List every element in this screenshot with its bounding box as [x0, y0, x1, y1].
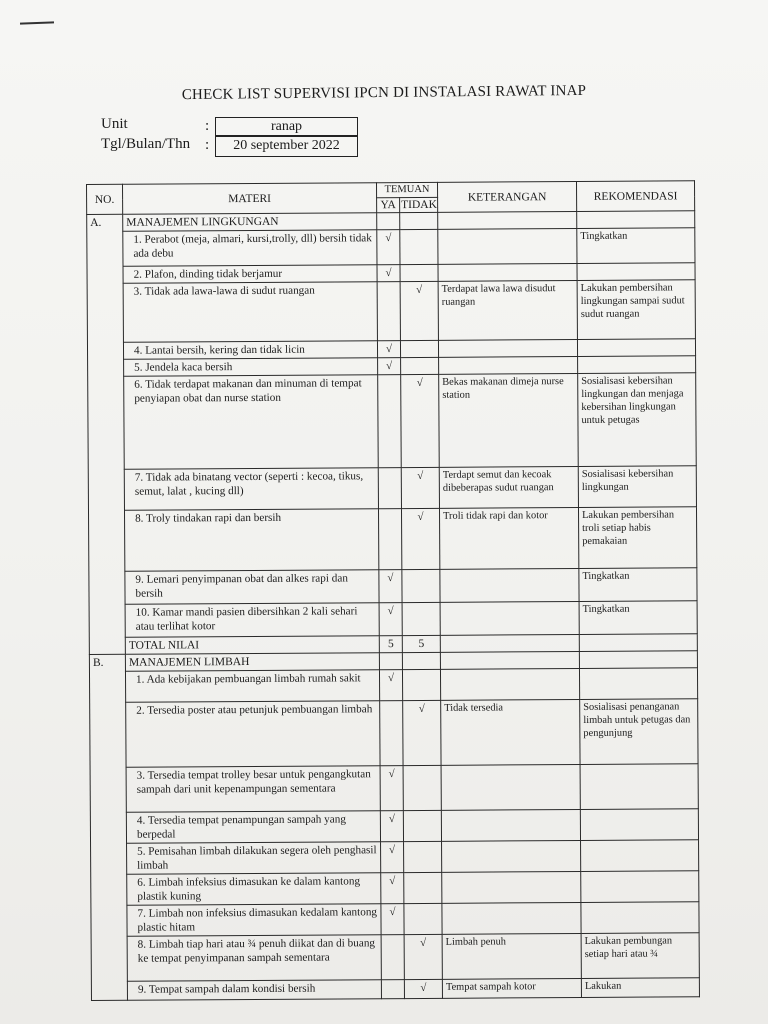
date-colon: : [205, 137, 210, 153]
section-rekomendasi-empty [579, 651, 697, 669]
item-text: 9. Tempat sampah dalam kondisi bersih [127, 980, 381, 1001]
checklist-table [86, 180, 700, 1001]
table-row [88, 466, 696, 511]
item-ya-check: √ [381, 904, 404, 935]
item-keterangan: Tidak tersedia [441, 699, 580, 765]
item-rekomendasi [578, 356, 696, 374]
item-tidak-check: √ [404, 979, 442, 998]
table-row [90, 764, 698, 813]
item-rekomendasi: Lakukan pembungan setiap hari atau ¾ [581, 933, 699, 979]
section-ya-empty [379, 653, 402, 670]
item-tidak-check [403, 810, 441, 841]
section-ya-empty [377, 213, 400, 230]
item-keterangan: Limbah penuh [442, 933, 581, 979]
item-keterangan: Tempat sampah kotor [442, 978, 581, 998]
section-keterangan-empty [438, 212, 577, 230]
item-keterangan: Bekas makanan dimeja nurse station [439, 374, 579, 468]
section-rekomendasi-empty [577, 211, 695, 229]
item-ya-check [381, 935, 404, 980]
total-rekomendasi-empty [579, 634, 697, 652]
item-text: 2. Plafon, dinding tidak berjamur [123, 265, 377, 284]
section-tidak-empty [402, 652, 440, 669]
col-ya-header: YA [377, 198, 400, 213]
col-keterangan-header: KETERANGAN [438, 182, 577, 213]
item-keterangan [442, 871, 581, 903]
item-tidak-check [404, 872, 442, 903]
pen-mark [20, 21, 54, 24]
document-title: CHECK LIST SUPERVISI IPCN DI INSTALASI RAWAT INAP [181, 82, 587, 104]
section-code: A. [87, 214, 126, 654]
table-row [90, 809, 698, 844]
item-keterangan [440, 668, 579, 700]
item-rekomendasi [581, 840, 699, 872]
item-tidak-check [403, 765, 441, 810]
item-text: 7. Limbah non infeksius dimasukan kedalam kantong plastic hitam [127, 904, 381, 937]
item-text: 6. Tidak terdapat makanan dan minuman di tempat penyiapan obat dan nurse station [124, 375, 379, 470]
table-row [89, 568, 697, 605]
item-text: 5. Pemisahan limbah dilakukan segera oleh penghasil limbah [127, 842, 381, 875]
item-ya-check [381, 980, 404, 999]
item-rekomendasi: Sosialisasi kebersihan lingkungan [578, 466, 696, 508]
item-text: 1. Perabot (meja, almari, kursi,trolly, dll) bersih tidak ada debu [123, 230, 377, 267]
item-text: 7. Tidak ada binatang vector (seperti : kecoa, tikus, semut, lalat , kucing dll) [124, 468, 378, 511]
total-ya: 5 [379, 636, 402, 653]
section-title: MANAJEMEN LIMBAH [125, 653, 379, 672]
item-keterangan [439, 357, 578, 375]
item-keterangan [442, 840, 581, 872]
item-keterangan: Terdapt semut dan kecoak dibeberapas sudut ruangan [439, 466, 578, 508]
item-ya-check: √ [377, 265, 400, 282]
table-row [91, 840, 699, 875]
col-rekomendasi-header: REKOMENDASI [577, 181, 695, 212]
table-row [87, 280, 695, 343]
section-title: MANAJEMEN LINGKUNGAN [123, 213, 377, 232]
item-tidak-check: √ [404, 934, 442, 979]
col-temuan-header: TEMUAN [376, 182, 437, 197]
item-ya-check: √ [377, 230, 400, 265]
item-tidak-check [401, 357, 439, 374]
item-rekomendasi [580, 764, 698, 810]
item-keterangan: Terdapat lawa lawa disudut ruangan [438, 281, 577, 341]
item-tidak-check [400, 229, 438, 264]
item-ya-check [378, 375, 402, 468]
item-tidak-check [400, 340, 438, 357]
item-text: 3. Tidak ada lawa-lawa di sudut ruangan [123, 282, 377, 343]
item-rekomendasi [580, 809, 698, 841]
table-body [87, 211, 700, 1001]
table-row [87, 228, 695, 267]
col-materi-header: MATERI [123, 183, 377, 215]
item-tidak-check: √ [401, 467, 439, 508]
total-tidak: 5 [402, 635, 440, 652]
item-keterangan [438, 340, 577, 358]
item-ya-check [378, 509, 401, 570]
item-ya-check: √ [381, 842, 404, 873]
item-ya-check: √ [378, 358, 401, 375]
date-value-box: 20 september 2022 [215, 136, 358, 157]
item-rekomendasi: Sosialisasi penanganan limbah untuk petugas dan pengunjung [580, 699, 698, 765]
item-keterangan [438, 264, 577, 282]
item-tidak-check [404, 841, 442, 872]
item-text: 4. Tersedia tempat penampungan sampah yang berpedal [126, 811, 380, 844]
item-rekomendasi [581, 902, 699, 934]
section-code: B. [89, 654, 127, 1000]
table-row [88, 507, 696, 572]
item-ya-check: √ [377, 341, 400, 358]
item-ya-check: √ [380, 811, 403, 842]
item-rekomendasi: Lakukan [581, 978, 699, 998]
item-tidak-check [402, 669, 440, 700]
item-tidak-check [404, 903, 442, 934]
item-keterangan [441, 764, 580, 810]
item-keterangan [440, 568, 579, 602]
item-keterangan [442, 902, 581, 934]
item-ya-check: √ [379, 603, 402, 636]
table-row [89, 668, 697, 703]
total-label: TOTAL NILAI [125, 636, 379, 655]
item-rekomendasi [579, 668, 697, 700]
item-rekomendasi: Tingkatkan [577, 228, 695, 264]
item-ya-check: √ [379, 570, 402, 603]
table-row [88, 373, 697, 470]
item-text: 6. Limbah infeksius dimasukan ke dalam kantong plastik kuning [127, 873, 381, 906]
item-text: 8. Troly tindakan rapi dan bersih [124, 509, 378, 572]
item-tidak-check: √ [403, 700, 441, 765]
item-rekomendasi: Lakukan pembersihan lingkungan sampai sudut sudut ruangan [577, 280, 695, 340]
unit-colon: : [205, 118, 210, 134]
unit-value-box: ranap [215, 117, 358, 136]
item-text: 10. Kamar mandi pasien dibersihkan 2 kali sehari atau terlihat kotor [125, 603, 379, 638]
item-rekomendasi [581, 871, 699, 903]
table-row [91, 933, 699, 982]
unit-label: Unit [101, 116, 128, 132]
item-ya-check: √ [379, 670, 402, 701]
table-row [90, 699, 698, 768]
item-rekomendasi: Tingkatkan [579, 601, 697, 635]
item-ya-check [377, 282, 400, 341]
date-label: Tgl/Bulan/Thn [101, 136, 191, 152]
table-row [91, 902, 699, 937]
item-tidak-check [402, 569, 440, 602]
section-keterangan-empty [440, 651, 579, 669]
item-ya-check [380, 701, 403, 766]
item-rekomendasi [577, 263, 695, 281]
item-ya-check [378, 468, 401, 509]
item-text: 8. Limbah tiap hari atau ¾ penuh diikat dan di buang ke tempat penyimpanan sampah sementara [127, 935, 381, 982]
item-keterangan [438, 229, 577, 265]
item-text: 2. Tersedia poster atau petunjuk pembuangan limbah [126, 701, 380, 768]
item-rekomendasi: Lakukan pembersihan troli setiap habis pemakaian [579, 507, 697, 569]
item-text: 4. Lantai bersih, kering dan tidak licin [123, 341, 377, 360]
item-keterangan: Troli tidak rapi dan kotor [440, 507, 579, 569]
item-text: 9. Lemari penyimpanan obat dan alkes rapi dan bersih [125, 570, 379, 605]
item-text: 5. Jendela kaca bersih [124, 358, 378, 377]
item-ya-check: √ [381, 873, 404, 904]
item-rekomendasi [577, 339, 695, 357]
item-text: 1. Ada kebijakan pembuangan limbah rumah sakit [125, 670, 379, 703]
item-keterangan [441, 809, 580, 841]
item-tidak-check: √ [400, 281, 438, 340]
item-tidak-check: √ [401, 374, 440, 467]
item-rekomendasi: Tingkatkan [579, 568, 697, 602]
item-tidak-check [400, 264, 438, 281]
col-no-header: NO. [87, 184, 123, 214]
table-row [91, 978, 699, 1001]
section-tidak-empty [400, 212, 438, 229]
item-text: 3. Tersedia tempat trolley besar untuk pengangkutan sampah dari unit kepenampungan sementara [126, 766, 380, 813]
item-tidak-check [402, 602, 440, 635]
table-row [91, 871, 699, 906]
col-tidak-header: TIDAK [401, 198, 437, 212]
table-row [89, 601, 697, 638]
item-keterangan [440, 601, 579, 635]
item-tidak-check: √ [401, 508, 439, 569]
total-keterangan-empty [440, 634, 579, 652]
item-ya-check: √ [380, 766, 403, 811]
item-rekomendasi: Sosialisasi kebersihan lingkungan dan menjaga kebersihan lingkungan untuk petugas [578, 373, 697, 467]
